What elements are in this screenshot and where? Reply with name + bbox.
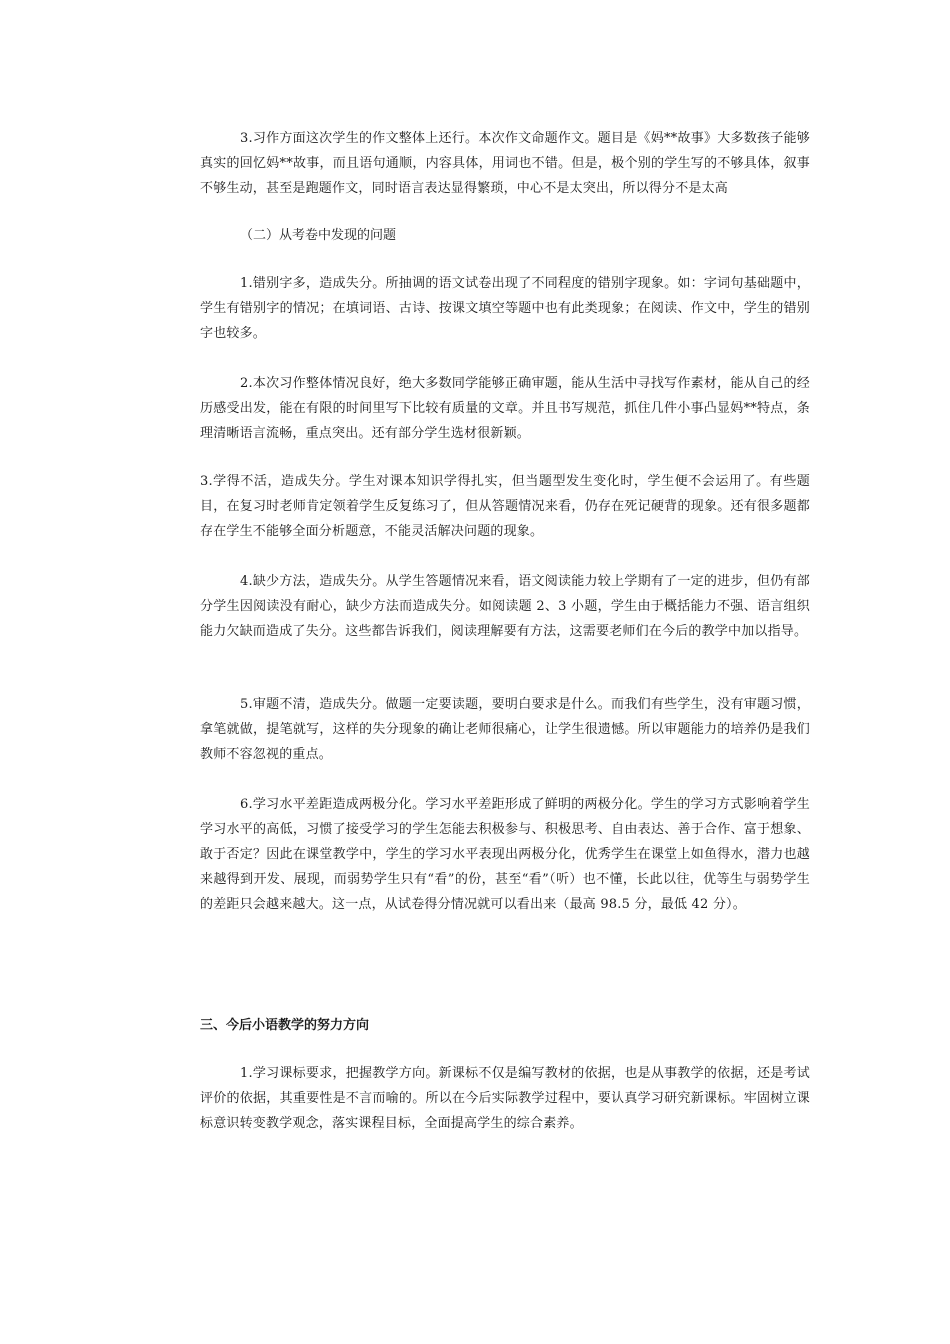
paragraph-writing-summary: 3.习作方面这次学生的作文整体上还行。本次作文命题作文。题目是《妈**故事》大多数孩子能够真实的回忆妈**故事，而且语句通顺，内容具体，用词也不错。但是，极个别的学生写的不够具体，叙事不够生动，甚至是跑题作文，同时语言表达显得繁琐，中心不是太突出，所以得分不是太高 xyxy=(200,131,810,196)
problem-paragraph-6: 6.学习水平差距造成两极分化。学习水平差距形成了鲜明的两极分化。学生的学习方式影响着学生学习水平的高低，习惯了接受学习的学生怎能去积极参与、积极思考、自由表达、善于合作、富于想象、敢于否定？因此在课堂教学中，学生的学习水平表现出两极分化，优秀学生在课堂上如鱼得水，潜力也越来越得到开发、展现，而弱势学生只有“看”的份，甚至“看”（听）也不懂，长此以往，优等生与弱势学生的差距只会越来越大。这一点，从试卷得分情况就可以看出来（最高 98.5 分，最低 42 分）。 xyxy=(200,797,810,912)
problem-paragraph-2: 2.本次习作整体情况良好，绝大多数同学能够正确审题，能从生活中寻找写作素材，能从自己的经历感受出发，能在有限的时间里写下比较有质量的文章。并且书写规范，抓住几件小事凸显妈**特点，条理清晰语言流畅，重点突出。还有部分学生选材很新颖。 xyxy=(200,376,810,441)
problem-paragraph-4: 4.缺少方法，造成失分。从学生答题情况来看，语文阅读能力较上学期有了一定的进步，但仍有部分学生因阅读没有耐心，缺少方法而造成失分。如阅读题 2、3 小题，学生由于概括能力不强、语言组织能力欠缺而造成了失分。这些都告诉我们，阅读理解要有方法，这需要老师们在今后的教学中加以指导。 xyxy=(200,574,810,639)
section-three-heading: 三、今后小语教学的努力方向 xyxy=(200,1018,370,1033)
direction-paragraph-1: 1.学习课标要求，把握教学方向。新课标不仅是编写教材的依据，也是从事教学的依据，还是考试评价的依据，其重要性是不言而喻的。所以在今后实际教学过程中，要认真学习研究新课标。牢固树立课标意识转变教学观念，落实课程目标，全面提高学生的综合素养。 xyxy=(200,1066,810,1131)
problem-paragraph-5: 5.审题不清，造成失分。做题一定要读题，要明白要求是什么。而我们有些学生，没有审题习惯，拿笔就做，提笔就写，这样的失分现象的确让老师很痛心，让学生很遗憾。所以审题能力的培养仍是我们教师不容忽视的重点。 xyxy=(200,697,810,762)
problem-paragraph-1: 1.错别字多，造成失分。所抽调的语文试卷出现了不同程度的错别字现象。如：字词句基础题中，学生有错别字的情况；在填词语、古诗、按课文填空等题中也有此类现象；在阅读、作文中，学生的错别字也较多。 xyxy=(200,276,810,341)
subheading-problems: （二）从考卷中发现的问题 xyxy=(240,228,397,243)
problem-paragraph-3: 3.学得不活，造成失分。学生对课本知识学得扎实，但当题型发生变化时，学生便不会运用了。有些题目，在复习时老师肯定领着学生反复练习了，但从答题情况来看，仍存在死记硬背的现象。还有很多题都存在学生不能够全面分析题意，不能灵活解决问题的现象。 xyxy=(200,474,810,539)
